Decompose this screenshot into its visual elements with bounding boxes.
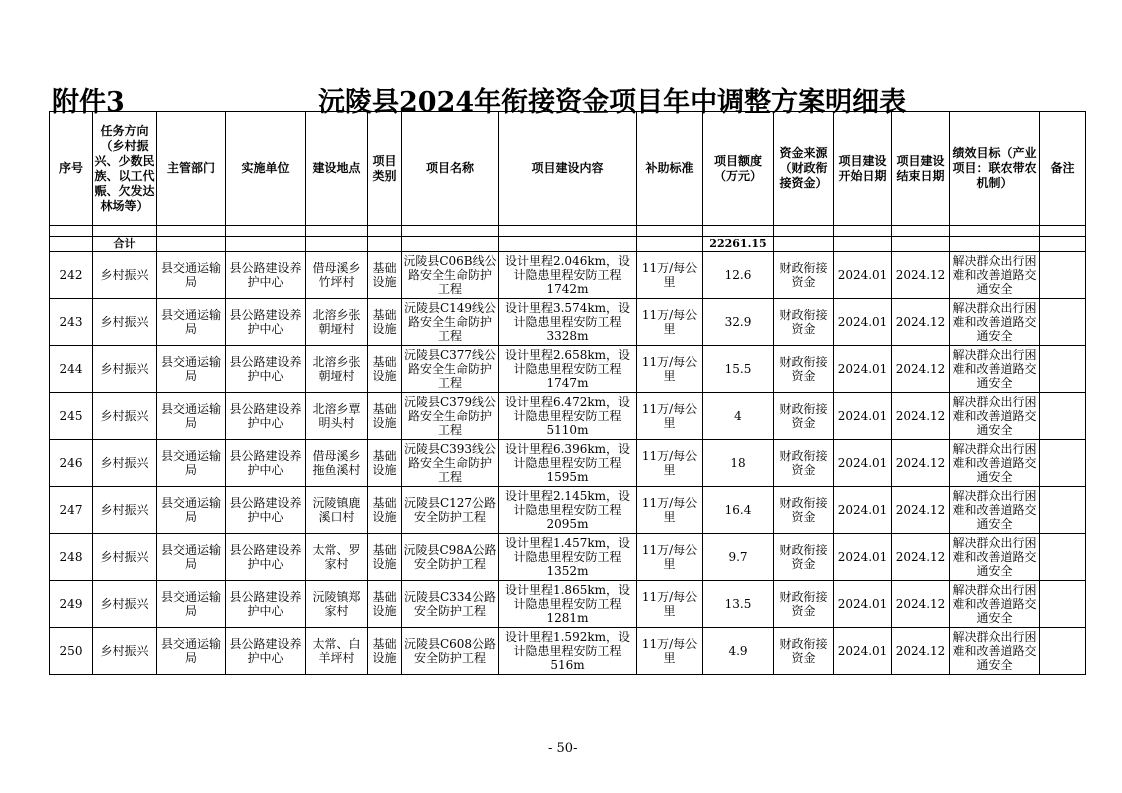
cell-dept-text: 县交通运输局: [160, 543, 221, 571]
cell-source: [774, 299, 834, 346]
cell-goal: [950, 440, 1040, 487]
cell-direction-text: 乡村振兴: [100, 409, 149, 423]
cell-goal: [950, 346, 1040, 393]
cell-content-text: 设计里程1.865km，设计隐患里程安防工程1281m: [504, 583, 630, 625]
header-source: 资金来源（财政衔接资金）: [774, 112, 834, 226]
cell-name-text: 沅陵县C127公路安全防护工程: [403, 496, 497, 524]
cell-start: [834, 628, 892, 675]
cell-unit-text: 县公路建设养护中心: [229, 308, 302, 336]
table-row: [50, 393, 1086, 440]
header-subsidy: 补助标准: [637, 112, 703, 226]
cell-note: [1040, 628, 1086, 675]
cell-category-text: 基础设施: [372, 308, 397, 336]
header-row: [50, 112, 1086, 226]
cell-dept: [157, 440, 226, 487]
cell-site-text: 北溶乡张朝垭村: [312, 308, 361, 336]
cell-dept-text: 县交通运输局: [160, 355, 221, 383]
header-unit: 实施单位: [226, 112, 306, 226]
cell-goal: [950, 581, 1040, 628]
cell-subsidy: [637, 393, 703, 440]
cell-subsidy: [637, 346, 703, 393]
cell-seq-text: 249: [59, 597, 83, 611]
cell-note: [1040, 440, 1086, 487]
cell-amount-text: 13.5: [724, 597, 752, 611]
cell-site: [306, 393, 368, 440]
table-row: [50, 440, 1086, 487]
cell-goal-text: 解决群众出行困难和改善道路交通安全: [952, 301, 1037, 343]
cell-category: [368, 487, 402, 534]
cell-category: [368, 628, 402, 675]
header-start: 项目建设开始日期: [834, 112, 892, 226]
cell-amount-text: 4: [734, 409, 742, 423]
cell-dept: [157, 252, 226, 299]
cell-subsidy-text: 11万/每公里: [641, 543, 698, 571]
cell-seq: [50, 346, 93, 393]
document-title: 沅陵县2024年衔接资金项目年中调整方案明细表: [318, 87, 907, 118]
cell-category: [368, 440, 402, 487]
cell-dept: [157, 628, 226, 675]
cell-content: [499, 628, 637, 675]
cell-seq: [50, 487, 93, 534]
cell-site-text: 北溶乡张朝垭村: [312, 355, 361, 383]
total-label: 合计: [93, 237, 157, 252]
cell-content-text: 设计里程2.658km，设计隐患里程安防工程1747m: [504, 348, 630, 390]
cell-source-text: 财政衔接资金: [779, 402, 828, 430]
cell-start-text: 2024.01: [837, 315, 888, 329]
cell-source: [774, 440, 834, 487]
cell-amount: [703, 628, 774, 675]
cell-content-text: 设计里程3.574km，设计隐患里程安防工程3328m: [504, 301, 630, 343]
cell-category-text: 基础设施: [372, 355, 397, 383]
cell-goal-text: 解决群众出行困难和改善道路交通安全: [952, 348, 1037, 390]
cell-seq-text: 248: [59, 550, 83, 564]
cell-amount-text: 4.9: [728, 644, 748, 658]
header-goal: 绩效目标（产业项目：联农带农机制）: [950, 112, 1040, 226]
cell-direction: [93, 440, 157, 487]
cell-category-text: 基础设施: [372, 637, 397, 665]
cell-dept-text: 县交通运输局: [160, 496, 221, 524]
cell-unit: [226, 581, 306, 628]
cell-amount: [703, 299, 774, 346]
cell-unit: [226, 299, 306, 346]
cell-seq: [50, 299, 93, 346]
cell-amount-text: 15.5: [724, 362, 752, 376]
cell-name-text: 沅陵县C393线公路安全生命防护工程: [403, 442, 497, 484]
cell-source-text: 财政衔接资金: [779, 590, 828, 618]
cell-direction-text: 乡村振兴: [100, 644, 149, 658]
cell-goal-text: 解决群众出行困难和改善道路交通安全: [952, 630, 1037, 672]
cell-direction: [93, 299, 157, 346]
cell-unit-text: 县公路建设养护中心: [229, 637, 302, 665]
cell-source-text: 财政衔接资金: [779, 496, 828, 524]
cell-unit-text: 县公路建设养护中心: [229, 449, 302, 477]
cell-start-text: 2024.01: [837, 503, 888, 517]
cell-seq-text: 247: [59, 503, 83, 517]
cell-direction: [93, 534, 157, 581]
cell-note: [1040, 581, 1086, 628]
cell-name-text: 沅陵县C608公路安全防护工程: [403, 637, 497, 665]
cell-end: [892, 534, 950, 581]
header-direction: 任务方向（乡村振兴、少数民族、以工代赈、欠发达林场等）: [93, 112, 157, 226]
cell-name-text: 沅陵县C149线公路安全生命防护工程: [403, 301, 497, 343]
cell-seq-text: 250: [59, 644, 83, 658]
header-name: 项目名称: [402, 112, 499, 226]
cell-seq: [50, 581, 93, 628]
cell-end-text: 2024.12: [895, 456, 946, 470]
cell-source: [774, 252, 834, 299]
cell-goal: [950, 487, 1040, 534]
cell-name-text: 沅陵县C379线公路安全生命防护工程: [403, 395, 497, 437]
cell-dept: [157, 487, 226, 534]
header-content: 项目建设内容: [499, 112, 637, 226]
cell-dept: [157, 581, 226, 628]
cell-site: [306, 252, 368, 299]
cell-site: [306, 346, 368, 393]
cell-subsidy: [637, 440, 703, 487]
cell-source: [774, 628, 834, 675]
cell-dept-text: 县交通运输局: [160, 402, 221, 430]
cell-unit: [226, 252, 306, 299]
cell-goal-text: 解决群众出行困难和改善道路交通安全: [952, 395, 1037, 437]
cell-subsidy-text: 11万/每公里: [641, 355, 698, 383]
cell-source: [774, 346, 834, 393]
cell-unit: [226, 487, 306, 534]
header-end: 项目建设结束日期: [892, 112, 950, 226]
cell-unit: [226, 393, 306, 440]
cell-category-text: 基础设施: [372, 590, 397, 618]
cell-name: [402, 487, 499, 534]
cell-dept: [157, 534, 226, 581]
cell-seq-text: 242: [59, 268, 83, 282]
cell-end-text: 2024.12: [895, 597, 946, 611]
cell-category-text: 基础设施: [372, 449, 397, 477]
cell-source: [774, 393, 834, 440]
cell-dept-text: 县交通运输局: [160, 637, 221, 665]
cell-start-text: 2024.01: [837, 597, 888, 611]
cell-site: [306, 440, 368, 487]
table-row: [50, 487, 1086, 534]
cell-direction-text: 乡村振兴: [100, 362, 149, 376]
cell-goal-text: 解决群众出行困难和改善道路交通安全: [952, 536, 1037, 578]
cell-unit: [226, 440, 306, 487]
cell-dept: [157, 393, 226, 440]
cell-content: [499, 393, 637, 440]
cell-name-text: 沅陵县C06B线公路安全生命防护工程: [403, 254, 497, 296]
cell-dept-text: 县交通运输局: [160, 308, 221, 336]
cell-site-text: 北溶乡覃明头村: [312, 402, 361, 430]
table-row: [50, 346, 1086, 393]
cell-amount: [703, 534, 774, 581]
cell-category-text: 基础设施: [372, 496, 397, 524]
annex-label: 附件3: [52, 87, 125, 118]
cell-name-text: 沅陵县C377线公路安全生命防护工程: [403, 348, 497, 390]
cell-goal: [950, 252, 1040, 299]
cell-unit: [226, 628, 306, 675]
cell-subsidy: [637, 487, 703, 534]
cell-content: [499, 581, 637, 628]
cell-direction: [93, 628, 157, 675]
cell-content-text: 设计里程6.472km，设计隐患里程安防工程5110m: [504, 395, 630, 437]
cell-start-text: 2024.01: [837, 268, 888, 282]
cell-seq: [50, 534, 93, 581]
cell-name: [402, 581, 499, 628]
cell-site: [306, 487, 368, 534]
cell-direction: [93, 252, 157, 299]
cell-category-text: 基础设施: [372, 402, 397, 430]
cell-end: [892, 252, 950, 299]
cell-unit: [226, 346, 306, 393]
cell-end-text: 2024.12: [895, 362, 946, 376]
cell-end: [892, 440, 950, 487]
cell-goal-text: 解决群众出行困难和改善道路交通安全: [952, 254, 1037, 296]
cell-content: [499, 534, 637, 581]
cell-source: [774, 534, 834, 581]
cell-subsidy-text: 11万/每公里: [641, 637, 698, 665]
cell-direction-text: 乡村振兴: [100, 503, 149, 517]
cell-site: [306, 534, 368, 581]
cell-goal: [950, 628, 1040, 675]
cell-name: [402, 440, 499, 487]
cell-direction-text: 乡村振兴: [100, 456, 149, 470]
cell-dept: [157, 346, 226, 393]
cell-seq-text: 245: [59, 409, 83, 423]
header-site: 建设地点: [306, 112, 368, 226]
cell-start-text: 2024.01: [837, 456, 888, 470]
cell-end: [892, 487, 950, 534]
cell-note: [1040, 487, 1086, 534]
cell-start: [834, 346, 892, 393]
cell-end-text: 2024.12: [895, 550, 946, 564]
cell-seq: [50, 440, 93, 487]
cell-goal: [950, 299, 1040, 346]
cell-note: [1040, 393, 1086, 440]
cell-site-text: 太常、罗家村: [312, 543, 361, 571]
cell-dept-text: 县交通运输局: [160, 590, 221, 618]
page-number: - 50-: [548, 741, 578, 756]
table-row: [50, 581, 1086, 628]
cell-unit-text: 县公路建设养护中心: [229, 402, 302, 430]
cell-subsidy: [637, 299, 703, 346]
cell-start-text: 2024.01: [837, 550, 888, 564]
cell-source-text: 财政衔接资金: [779, 355, 828, 383]
cell-unit: [226, 534, 306, 581]
header-dept: 主管部门: [157, 112, 226, 226]
cell-start: [834, 581, 892, 628]
cell-end: [892, 628, 950, 675]
cell-end: [892, 393, 950, 440]
cell-name: [402, 299, 499, 346]
cell-site-text: 借母溪乡拖鱼溪村: [312, 449, 361, 477]
cell-source-text: 财政衔接资金: [779, 449, 828, 477]
cell-seq: [50, 393, 93, 440]
cell-seq-text: 244: [59, 362, 83, 376]
cell-start: [834, 440, 892, 487]
cell-start-text: 2024.01: [837, 644, 888, 658]
cell-note: [1040, 534, 1086, 581]
cell-subsidy-text: 11万/每公里: [641, 402, 698, 430]
cell-unit-text: 县公路建设养护中心: [229, 355, 302, 383]
cell-content-text: 设计里程6.396km，设计隐患里程安防工程1595m: [504, 442, 630, 484]
cell-category-text: 基础设施: [372, 543, 397, 571]
cell-direction-text: 乡村振兴: [100, 268, 149, 282]
cell-dept-text: 县交通运输局: [160, 449, 221, 477]
cell-category: [368, 581, 402, 628]
cell-subsidy-text: 11万/每公里: [641, 261, 698, 289]
header-note: 备注: [1040, 112, 1086, 226]
cell-seq: [50, 252, 93, 299]
cell-direction-text: 乡村振兴: [100, 315, 149, 329]
cell-subsidy: [637, 628, 703, 675]
header-amount: 项目额度（万元）: [703, 112, 774, 226]
cell-site: [306, 299, 368, 346]
total-row: [50, 237, 1086, 252]
cell-goal: [950, 393, 1040, 440]
cell-amount: [703, 393, 774, 440]
cell-subsidy-text: 11万/每公里: [641, 496, 698, 524]
cell-end: [892, 581, 950, 628]
cell-dept-text: 县交通运输局: [160, 261, 221, 289]
project-detail-table: [49, 111, 1086, 675]
cell-subsidy: [637, 534, 703, 581]
cell-category: [368, 299, 402, 346]
cell-content: [499, 487, 637, 534]
cell-amount-text: 16.4: [724, 503, 752, 517]
cell-amount: [703, 487, 774, 534]
cell-direction-text: 乡村振兴: [100, 550, 149, 564]
cell-amount-text: 12.6: [724, 268, 752, 282]
table-row: [50, 534, 1086, 581]
cell-site-text: 借母溪乡竹坪村: [312, 261, 361, 289]
cell-start-text: 2024.01: [837, 409, 888, 423]
cell-note: [1040, 252, 1086, 299]
cell-goal: [950, 534, 1040, 581]
cell-site-text: 沅陵镇郑家村: [312, 590, 361, 618]
cell-goal-text: 解决群众出行困难和改善道路交通安全: [952, 442, 1037, 484]
cell-subsidy-text: 11万/每公里: [641, 590, 698, 618]
cell-category-text: 基础设施: [372, 261, 397, 289]
cell-subsidy: [637, 252, 703, 299]
cell-subsidy: [637, 581, 703, 628]
table-row: [50, 252, 1086, 299]
cell-unit-text: 县公路建设养护中心: [229, 590, 302, 618]
cell-start: [834, 487, 892, 534]
cell-subsidy-text: 11万/每公里: [641, 449, 698, 477]
cell-content: [499, 440, 637, 487]
cell-site-text: 太常、白羊坪村: [312, 637, 361, 665]
cell-seq-text: 246: [59, 456, 83, 470]
cell-direction: [93, 581, 157, 628]
cell-amount: [703, 346, 774, 393]
cell-start: [834, 299, 892, 346]
cell-site-text: 沅陵镇鹿溪口村: [312, 496, 361, 524]
cell-start: [834, 252, 892, 299]
cell-name: [402, 534, 499, 581]
cell-content: [499, 299, 637, 346]
cell-name: [402, 393, 499, 440]
header-seq: 序号: [50, 112, 93, 226]
cell-amount: [703, 440, 774, 487]
cell-start-text: 2024.01: [837, 362, 888, 376]
cell-category: [368, 534, 402, 581]
cell-amount: [703, 252, 774, 299]
cell-source-text: 财政衔接资金: [779, 543, 828, 571]
cell-amount-text: 9.7: [728, 550, 748, 564]
cell-direction-text: 乡村振兴: [100, 597, 149, 611]
cell-source-text: 财政衔接资金: [779, 637, 828, 665]
cell-end-text: 2024.12: [895, 644, 946, 658]
table-row: [50, 299, 1086, 346]
header-category: 项目类别: [368, 112, 402, 226]
cell-content: [499, 346, 637, 393]
cell-end-text: 2024.12: [895, 315, 946, 329]
cell-name: [402, 252, 499, 299]
cell-end-text: 2024.12: [895, 503, 946, 517]
cell-end: [892, 299, 950, 346]
cell-source-text: 财政衔接资金: [779, 308, 828, 336]
cell-end-text: 2024.12: [895, 409, 946, 423]
cell-category: [368, 252, 402, 299]
cell-direction: [93, 346, 157, 393]
cell-source: [774, 581, 834, 628]
cell-site: [306, 628, 368, 675]
cell-end-text: 2024.12: [895, 268, 946, 282]
cell-unit-text: 县公路建设养护中心: [229, 261, 302, 289]
cell-category: [368, 393, 402, 440]
cell-end: [892, 346, 950, 393]
blank-row: [50, 226, 1086, 237]
cell-name-text: 沅陵县C98A公路安全防护工程: [403, 543, 497, 571]
cell-amount-text: 32.9: [724, 315, 752, 329]
cell-name-text: 沅陵县C334公路安全防护工程: [403, 590, 497, 618]
cell-content-text: 设计里程1.457km，设计隐患里程安防工程1352m: [504, 536, 630, 578]
cell-subsidy-text: 11万/每公里: [641, 308, 698, 336]
cell-category: [368, 346, 402, 393]
cell-seq-text: 243: [59, 315, 83, 329]
cell-amount: [703, 581, 774, 628]
cell-direction: [93, 393, 157, 440]
cell-note: [1040, 346, 1086, 393]
total-amount: 22261.15: [703, 237, 774, 252]
cell-start: [834, 534, 892, 581]
cell-content-text: 设计里程2.145km，设计隐患里程安防工程2095m: [504, 489, 630, 531]
cell-goal-text: 解决群众出行困难和改善道路交通安全: [952, 583, 1037, 625]
cell-note: [1040, 299, 1086, 346]
cell-source: [774, 487, 834, 534]
cell-source-text: 财政衔接资金: [779, 261, 828, 289]
cell-start: [834, 393, 892, 440]
cell-amount-text: 18: [730, 456, 746, 470]
cell-content-text: 设计里程1.592km，设计隐患里程安防工程516m: [504, 630, 630, 672]
cell-unit-text: 县公路建设养护中心: [229, 496, 302, 524]
table-row: [50, 628, 1086, 675]
cell-site: [306, 581, 368, 628]
cell-content: [499, 252, 637, 299]
cell-goal-text: 解决群众出行困难和改善道路交通安全: [952, 489, 1037, 531]
cell-direction: [93, 487, 157, 534]
cell-content-text: 设计里程2.046km，设计隐患里程安防工程1742m: [504, 254, 630, 296]
cell-name: [402, 346, 499, 393]
cell-unit-text: 县公路建设养护中心: [229, 543, 302, 571]
cell-name: [402, 628, 499, 675]
cell-dept: [157, 299, 226, 346]
cell-seq: [50, 628, 93, 675]
